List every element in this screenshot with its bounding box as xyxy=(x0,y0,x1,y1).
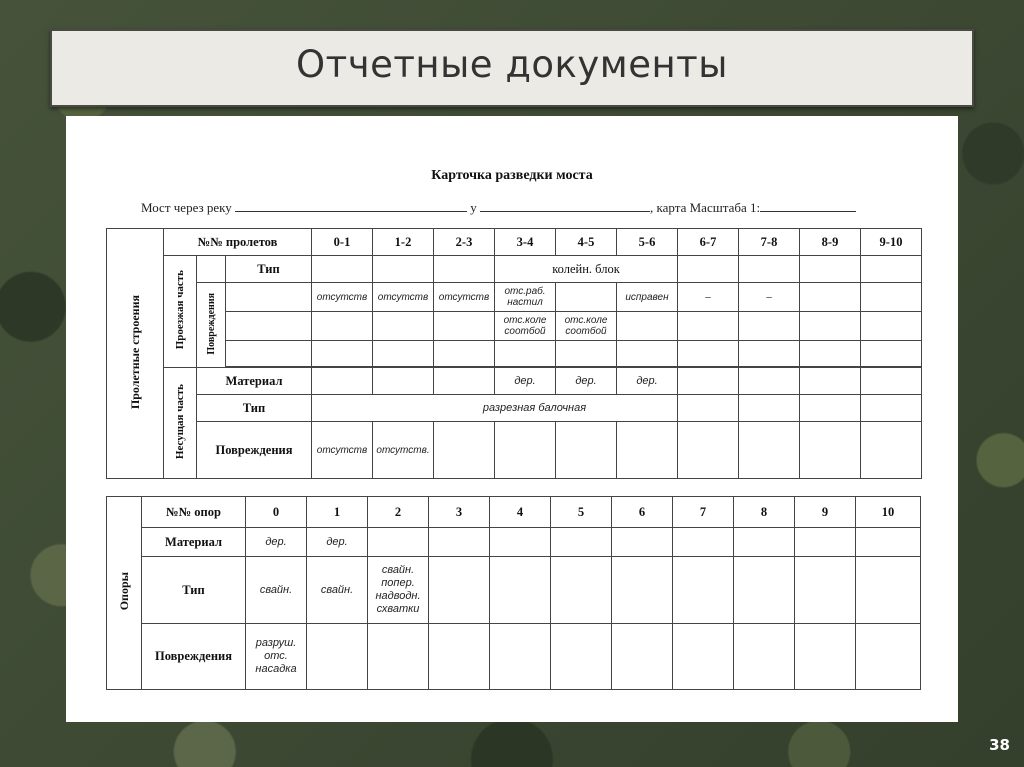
damage-value xyxy=(800,312,861,341)
material-value xyxy=(861,368,922,395)
spans-section-label: Пролетные строения xyxy=(127,294,142,410)
support-type-value: свайн. xyxy=(246,557,307,624)
cell xyxy=(739,256,800,283)
support-col: 5 xyxy=(551,497,612,528)
bridge-near-label: у xyxy=(470,200,477,215)
support-material-value: дер. xyxy=(246,528,307,557)
bearing-label: Несущая часть xyxy=(173,383,186,460)
damage-value: – xyxy=(678,283,739,312)
support-damage-value xyxy=(856,624,921,690)
span-col: 0-1 xyxy=(312,229,373,256)
roadway-type-value: колейн. блок xyxy=(495,256,678,283)
damage-value xyxy=(312,312,373,341)
river-blank xyxy=(235,200,467,212)
support-col: 1 xyxy=(307,497,368,528)
supports-damage-row xyxy=(107,624,921,690)
spans-header-label: №№ пролетов xyxy=(164,229,312,256)
supports-material-label: Материал xyxy=(142,528,246,557)
material-value: дер. xyxy=(617,368,678,395)
support-col: 9 xyxy=(795,497,856,528)
cell xyxy=(800,256,861,283)
material-value xyxy=(312,368,373,395)
damage-value xyxy=(861,312,922,341)
support-damage-value xyxy=(307,624,368,690)
material-value: дер. xyxy=(495,368,556,395)
damage-value: отс.коле соотбой xyxy=(495,312,556,341)
supports-header-label: №№ опор xyxy=(142,497,246,528)
roadway-damage-cell xyxy=(197,283,226,368)
supports-section-cell xyxy=(107,497,142,690)
span-col: 3-4 xyxy=(495,229,556,256)
damage-value: отсутств xyxy=(312,283,373,312)
support-type-value xyxy=(734,557,795,624)
page-number: 38 xyxy=(989,736,1010,754)
support-col: 7 xyxy=(673,497,734,528)
bearing-damage-value: отсутств xyxy=(312,422,373,479)
support-col: 10 xyxy=(856,497,921,528)
cell xyxy=(312,256,373,283)
support-type-value: свайн. xyxy=(307,557,368,624)
support-col: 3 xyxy=(429,497,490,528)
damage-value xyxy=(434,312,495,341)
support-col: 0 xyxy=(246,497,307,528)
support-col: 2 xyxy=(368,497,429,528)
support-type-value xyxy=(490,557,551,624)
roadway-cell xyxy=(164,256,197,368)
support-damage-value xyxy=(429,624,490,690)
support-material-value xyxy=(490,528,551,557)
damage-value xyxy=(373,312,434,341)
support-material-value xyxy=(368,528,429,557)
bearing-type-value: разрезная балочная xyxy=(312,395,678,422)
bearing-damage-value xyxy=(495,422,556,479)
roadway-type-label: Тип xyxy=(226,256,312,283)
support-type-value xyxy=(795,557,856,624)
roadway-label: Проезжая часть xyxy=(173,270,186,350)
material-value xyxy=(434,368,495,395)
support-damage-value xyxy=(490,624,551,690)
damage-value: отс.раб. настил xyxy=(495,283,556,312)
support-type-value xyxy=(429,557,490,624)
damage-value: отсутств xyxy=(434,283,495,312)
material-value xyxy=(800,368,861,395)
supports-table xyxy=(106,496,921,690)
cell xyxy=(226,283,312,312)
support-damage-value xyxy=(368,624,429,690)
roadway-type-row xyxy=(107,256,922,283)
support-type-value xyxy=(551,557,612,624)
bearing-damage-label: Повреждения xyxy=(197,422,312,479)
support-damage-value xyxy=(673,624,734,690)
damage-value: исправен xyxy=(617,283,678,312)
bearing-damage-value: отсутств. xyxy=(373,422,434,479)
bearing-damage-value xyxy=(678,422,739,479)
document-page xyxy=(66,116,958,722)
supports-type-row xyxy=(107,557,921,624)
bridge-info-line xyxy=(141,200,856,216)
supports-section-label: Опоры xyxy=(116,572,131,611)
bearing-damage-value xyxy=(861,422,922,479)
span-col: 7-8 xyxy=(739,229,800,256)
support-col: 4 xyxy=(490,497,551,528)
material-value xyxy=(739,368,800,395)
damage-value: отсутств xyxy=(373,283,434,312)
roadway-damage-row-3 xyxy=(107,341,922,367)
bridge-river-label: Мост через реку xyxy=(141,200,232,215)
material-value: дер. xyxy=(556,368,617,395)
span-col: 2-3 xyxy=(434,229,495,256)
slide-title-bar xyxy=(50,29,974,107)
support-type-value xyxy=(673,557,734,624)
material-label: Материал xyxy=(197,368,312,395)
support-type-value xyxy=(856,557,921,624)
material-value xyxy=(678,368,739,395)
roadway-damage-row-1 xyxy=(107,283,922,312)
span-col: 6-7 xyxy=(678,229,739,256)
span-col: 1-2 xyxy=(373,229,434,256)
support-damage-value: разруш. отс. насадка xyxy=(246,624,307,690)
damage-value xyxy=(617,312,678,341)
support-material-value xyxy=(856,528,921,557)
bearing-damage-value xyxy=(617,422,678,479)
damage-value xyxy=(800,283,861,312)
support-material-value xyxy=(612,528,673,557)
bearing-damage-value xyxy=(556,422,617,479)
support-damage-value xyxy=(734,624,795,690)
damage-value xyxy=(556,283,617,312)
bearing-damage-value xyxy=(739,422,800,479)
damage-value xyxy=(678,312,739,341)
support-material-value xyxy=(795,528,856,557)
damage-value: отс.коле соотбой xyxy=(556,312,617,341)
slide-title: Отчетные документы xyxy=(296,43,728,86)
spans-header-row xyxy=(107,229,922,256)
supports-material-row xyxy=(107,528,921,557)
support-material-value xyxy=(551,528,612,557)
span-col: 4-5 xyxy=(556,229,617,256)
damage-value xyxy=(861,283,922,312)
bearing-cell xyxy=(164,368,197,479)
blank-cell xyxy=(197,256,226,283)
support-type-value xyxy=(612,557,673,624)
supports-header-row xyxy=(107,497,921,528)
bearing-damage-row xyxy=(107,422,922,479)
cell xyxy=(861,256,922,283)
cell xyxy=(373,256,434,283)
card-title: Карточка разведки моста xyxy=(431,168,593,183)
roadway-damage-row-2 xyxy=(107,312,922,341)
support-damage-value xyxy=(551,624,612,690)
bearing-type-row xyxy=(107,395,922,422)
support-damage-value xyxy=(795,624,856,690)
cell xyxy=(226,312,312,341)
supports-type-label: Тип xyxy=(142,557,246,624)
bearing-damage-value xyxy=(800,422,861,479)
damage-value: – xyxy=(739,283,800,312)
support-material-value xyxy=(734,528,795,557)
support-col: 8 xyxy=(734,497,795,528)
spans-table xyxy=(106,228,922,479)
scale-blank xyxy=(760,200,856,212)
roadway-damage-label: Повреждения xyxy=(205,292,217,355)
supports-damage-label: Повреждения xyxy=(142,624,246,690)
cell xyxy=(434,256,495,283)
span-col: 5-6 xyxy=(617,229,678,256)
support-damage-value xyxy=(612,624,673,690)
support-col: 6 xyxy=(612,497,673,528)
span-col: 9-10 xyxy=(861,229,922,256)
cell xyxy=(678,256,739,283)
support-material-value xyxy=(673,528,734,557)
map-scale-label: , карта Масштаба 1: xyxy=(650,200,761,215)
span-col: 8-9 xyxy=(800,229,861,256)
support-material-value xyxy=(429,528,490,557)
damage-value xyxy=(739,312,800,341)
material-row xyxy=(107,368,922,395)
location-blank xyxy=(480,200,650,212)
support-material-value: дер. xyxy=(307,528,368,557)
support-type-value: свайн. попер. надводн. схватки xyxy=(368,557,429,624)
bearing-type-label: Тип xyxy=(197,395,312,422)
spans-section-cell xyxy=(107,229,164,479)
bearing-damage-value xyxy=(434,422,495,479)
material-value xyxy=(373,368,434,395)
